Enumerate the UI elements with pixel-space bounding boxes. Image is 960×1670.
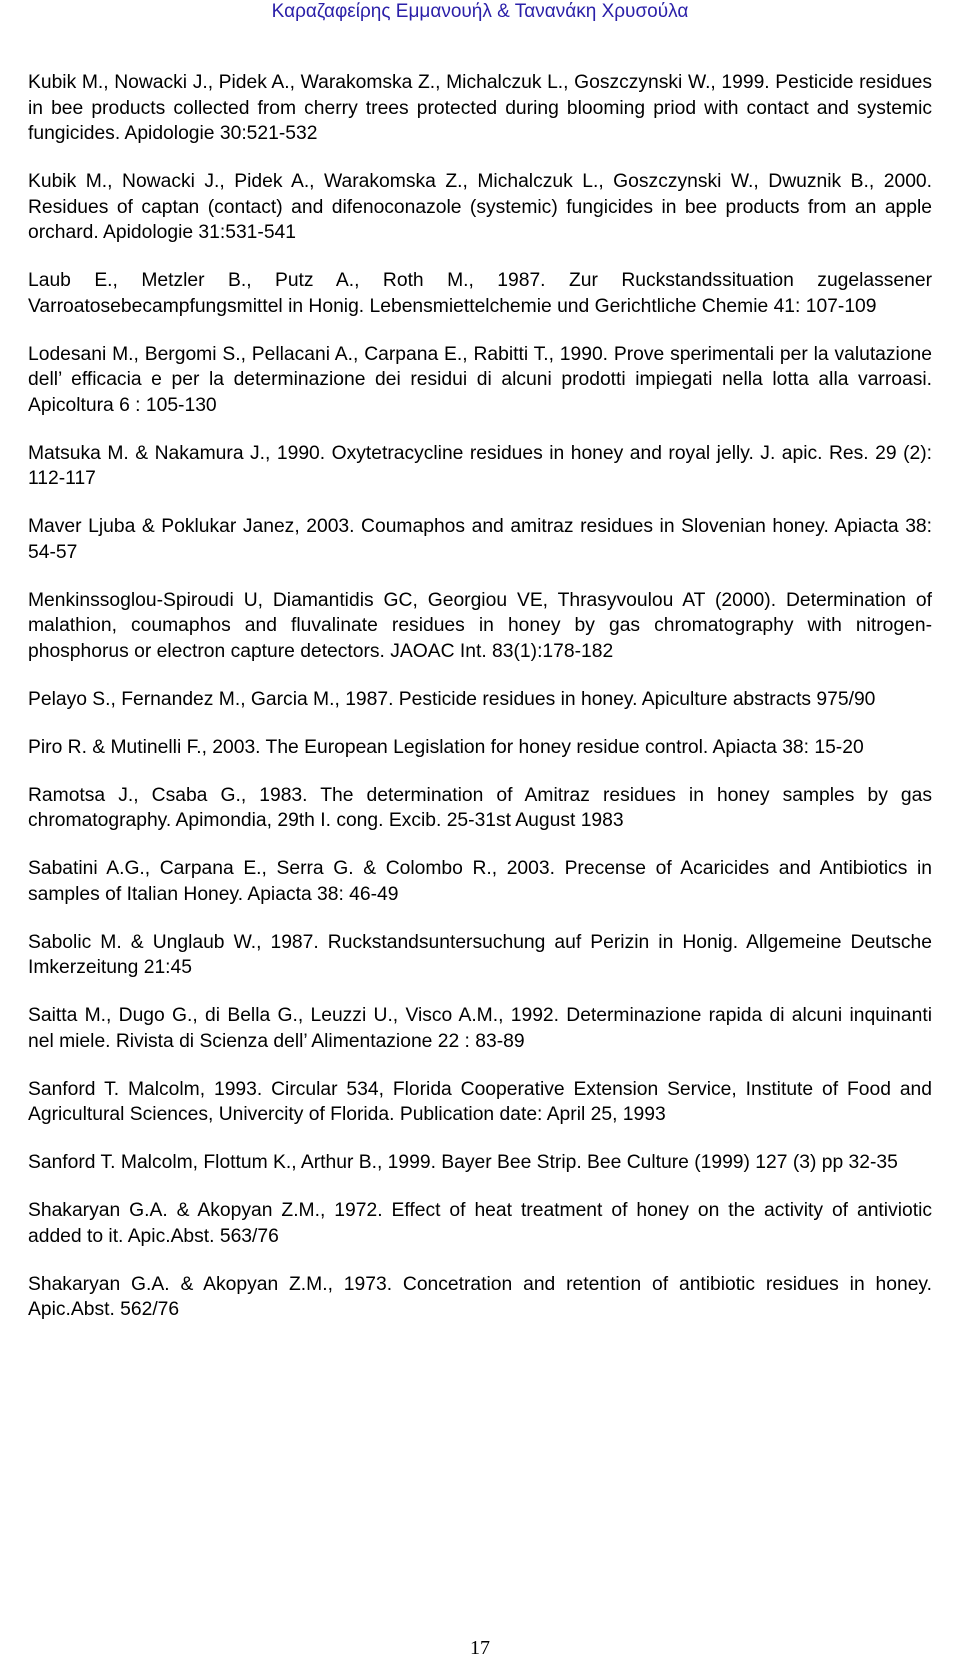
reference-entry: Laub E., Metzler B., Putz A., Roth M., 1987. Zur Ruckstandssituation zugelassener Varroatosebecampfungsmittel in Honig. Lebensmiettelchemie und Gerichtliche Chemie 41: 107-109 [28, 270, 932, 317]
reference-list [28, 70, 932, 1345]
reference-entry: Kubik M., Nowacki J., Pidek A., Warakomska Z., Michalczuk L., Goszczynski W., Dwuznik B., 2000. Residues of captan (contact) and difenoconazole (systemic) fungicides in bee products from an apple orchard. Apidologie 31:531-541 [28, 171, 932, 243]
reference-entry: Shakaryan G.A. & Akopyan Z.M., 1972. Effect of heat treatment of honey on the activity of antiviotic added to it. Apic.Abst. 563/76 [28, 1200, 932, 1247]
reference-entry: Saitta M., Dugo G., di Bella G., Leuzzi U., Visco A.M., 1992. Determinazione rapida di alcuni inquinanti nel miele. Rivista di Scienza dell’ Alimentazione 22 : 83-89 [28, 1005, 932, 1052]
reference-entry: Pelayo S., Fernandez M., Garcia M., 1987. Pesticide residues in honey. Apiculture abstracts 975/90 [28, 688, 876, 710]
reference-entry: Piro R. & Mutinelli F., 2003. The European Legislation for honey residue control. Apiacta 38: 15-20 [28, 736, 864, 758]
reference-entry: Ramotsa J., Csaba G., 1983. The determination of Amitraz residues in honey samples by gas chromatography. Apimondia, 29th I. cong. Excib. 25-31st August 1983 [28, 784, 932, 831]
page-number: 17 [470, 1637, 490, 1659]
running-header: Καραζαφείρης Εμμανουήλ & Τανανάκη Χρυσούλα [271, 1, 689, 22]
reference-entry: Lodesani M., Bergomi S., Pellacani A., Carpana E., Rabitti T., 1990. Prove sperimentali per la valutazione dell’ efficacia e per la determinazione dei residui di alcuni prodotti impiegati nella lotta alla varroasi. Apicoltura 6 : 105-130 [28, 343, 932, 416]
reference-entry: Sabatini A.G., Carpana E., Serra G. & Colombo R., 2003. Precense of Acaricides and Antibiotics in samples of Italian Honey. Apiacta 38: 46-49 [28, 858, 932, 905]
reference-entry: Matsuka M. & Nakamura J., 1990. Oxytetracycline residues in honey and royal jelly. J. apic. Res. 29 (2): 112-117 [28, 442, 932, 489]
reference-entry: Sabolic M. & Unglaub W., 1987. Ruckstandsuntersuchung auf Perizin in Honig. Allgemeine Deutsche Imkerzeitung 21:45 [28, 931, 932, 978]
reference-entry: Sanford T. Malcolm, Flottum K., Arthur B., 1999. Bayer Bee Strip. Bee Culture (1999) 127 (3) pp 32-35 [28, 1152, 898, 1173]
reference-entry: Sanford T. Malcolm, 1993. Circular 534, Florida Cooperative Extension Service, Institute of Food and Agricultural Sciences, Univercity of Florida. Publication date: April 25, 1993 [28, 1078, 932, 1125]
reference-entry: Maver Ljuba & Poklukar Janez, 2003. Coumaphos and amitraz residues in Slovenian honey. Apiacta 38: 54-57 [28, 516, 932, 563]
reference-entry: Shakaryan G.A. & Akopyan Z.M., 1973. Concetration and retention of antibiotic residues in honey. Apic.Abst. 562/76 [28, 1273, 932, 1320]
reference-entry: Kubik M., Nowacki J., Pidek A., Warakomska Z., Michalczuk L., Goszczynski W., 1999. Pesticide residues in bee products collected from cherry trees protected during blooming priod with contact and systemic fungicides. Apidologie 30:521-532 [28, 72, 932, 144]
reference-entry: Menkinssoglou-Spiroudi U, Diamantidis GC, Georgiou VE, Thrasyvoulou AT (2000). Determination of malathion, coumaphos and fluvalinate residues in honey by gas chromatography with nitrogen-phosphorus or electron capture detectors. JAOAC Int. 83(1):178-182 [28, 589, 932, 662]
